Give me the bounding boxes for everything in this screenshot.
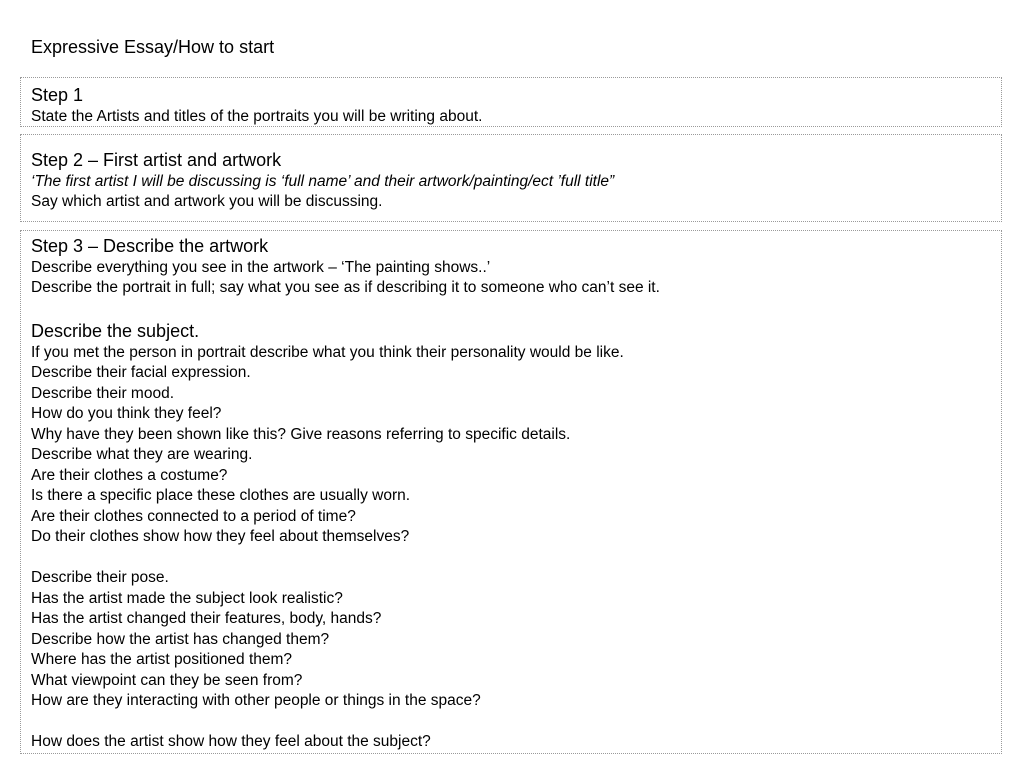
step-3-intro-line: Describe everything you see in the artwork – ‘The painting shows..’: [31, 259, 491, 276]
pose-question: What viewpoint can they be seen from?: [31, 672, 303, 689]
step-3-section: [20, 230, 1002, 754]
step-2-heading: Step 2 – First artist and artwork: [31, 150, 282, 170]
step-3-intro-line: Describe the portrait in full; say what you see as if describing it to someone who can’t see it.: [31, 279, 660, 296]
subject-question: Describe their mood.: [31, 385, 175, 402]
describe-subject-heading: Describe the subject.: [31, 321, 200, 341]
subject-question: Is there a specific place these clothes are usually worn.: [31, 487, 411, 504]
step-2-section: [20, 134, 1002, 222]
pose-question: Describe how the artist has changed them?: [31, 631, 330, 648]
subject-question: Why have they been shown like this? Give reasons referring to specific details.: [31, 426, 571, 443]
page-title: Expressive Essay/How to start: [31, 37, 275, 57]
pose-question: Has the artist made the subject look realistic?: [31, 590, 343, 607]
closing-question: How does the artist show how they feel about the subject?: [31, 733, 431, 750]
pose-question: Has the artist changed their features, body, hands?: [31, 610, 382, 627]
subject-question: Are their clothes a costume?: [31, 467, 228, 484]
subject-question: How do you think they feel?: [31, 405, 222, 422]
step-1-heading: Step 1: [31, 85, 84, 105]
pose-question: Describe their pose.: [31, 569, 169, 586]
subject-question: If you met the person in portrait describe what you think their personality would be like.: [31, 344, 624, 361]
subject-question: Describe their facial expression.: [31, 364, 251, 381]
step-1-section: [20, 77, 1002, 127]
subject-question: Describe what they are wearing.: [31, 446, 253, 463]
step-3-heading: Step 3 – Describe the artwork: [31, 236, 269, 256]
subject-question: Are their clothes connected to a period of time?: [31, 508, 356, 525]
step-2-example-sentence: ‘The first artist I will be discussing is ‘full name’ and their artwork/painting/ect ’full title”: [31, 173, 615, 190]
subject-question: Do their clothes show how they feel about themselves?: [31, 528, 410, 545]
step-1-instruction: State the Artists and titles of the portraits you will be writing about.: [31, 108, 483, 125]
pose-question: Where has the artist positioned them?: [31, 651, 293, 668]
step-2-instruction: Say which artist and artwork you will be discussing.: [31, 193, 383, 210]
pose-question: How are they interacting with other people or things in the space?: [31, 692, 481, 709]
